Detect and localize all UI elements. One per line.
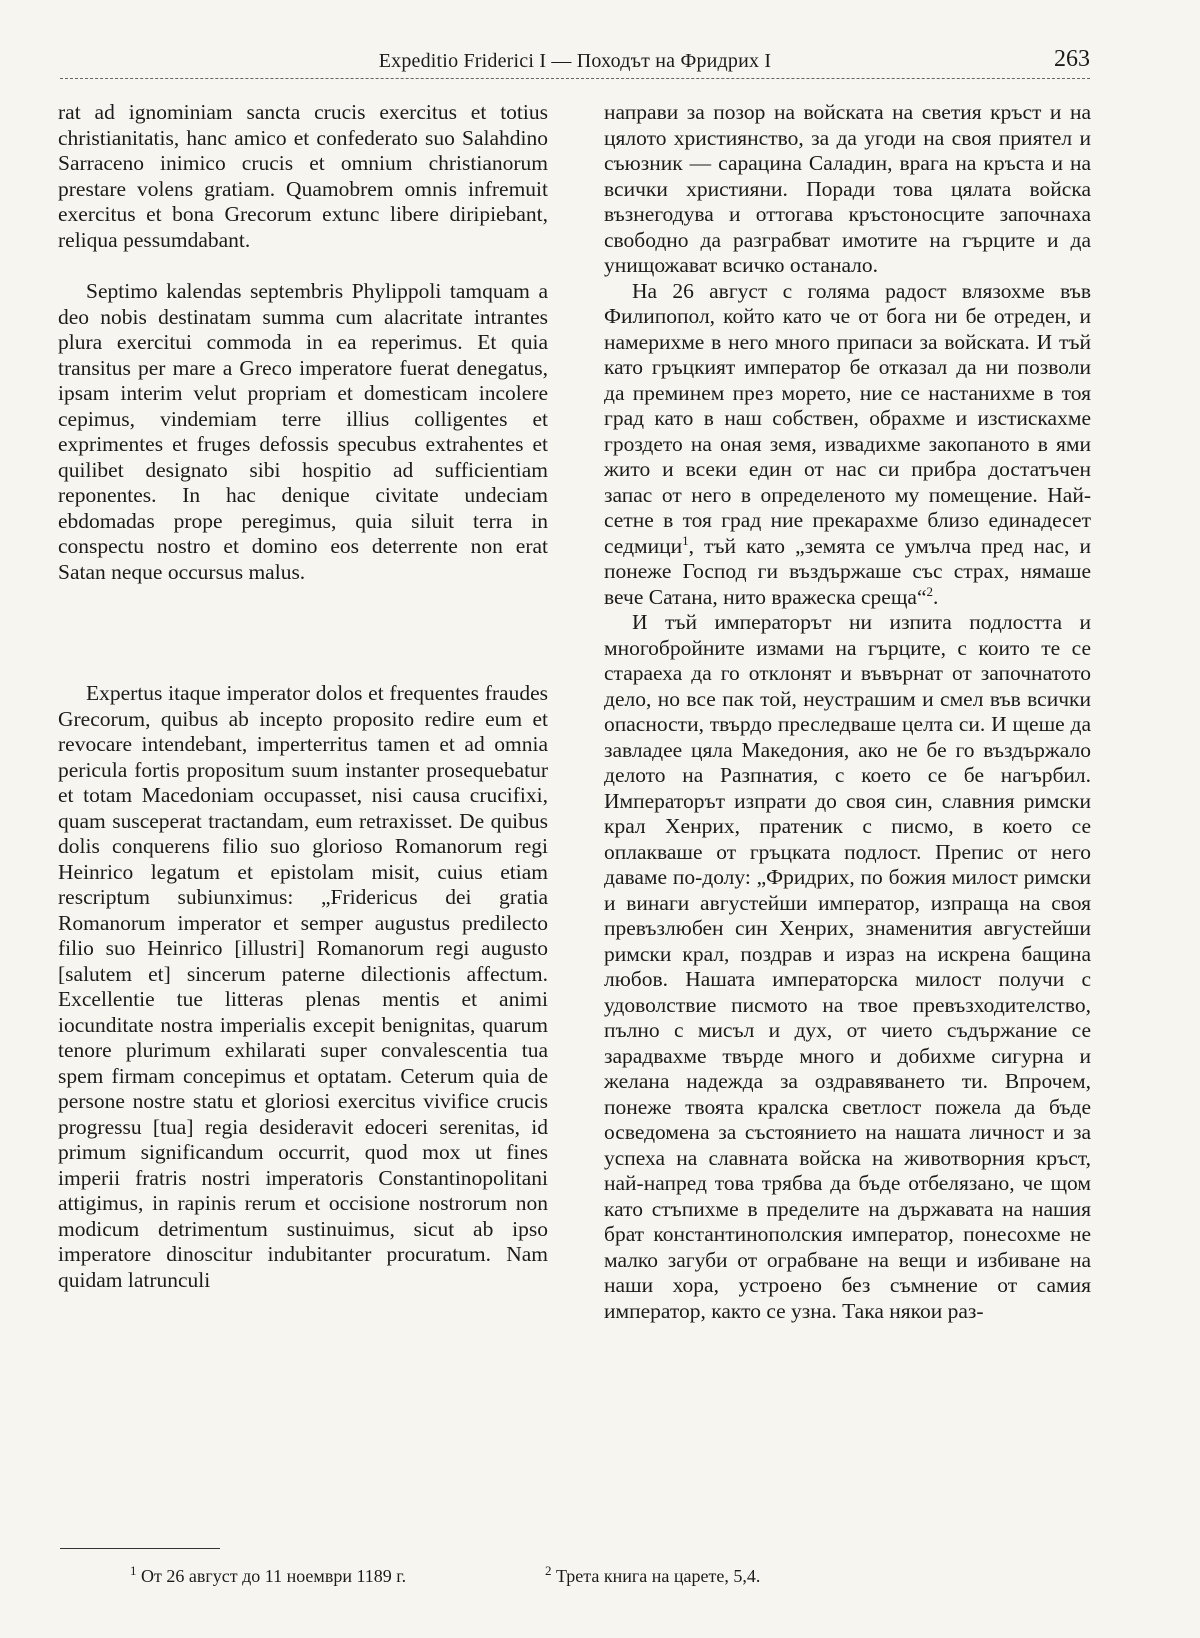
bulgarian-paragraph-2 xyxy=(604,279,1091,611)
footnote-ref-1: 1 xyxy=(682,532,689,548)
bulgarian-paragraph-2-text-c: . xyxy=(933,584,939,609)
bulgarian-paragraph-3: И тъй императорът ни изпита подлостта и многобройните измами на гърците, с които те се стараеха да го отклонят и въвърнат от започнатото дело, но все пак той, неустрашим и смел във всички опасности, твърдо преследваше целта си. И щеше да завладее цяла Македония, ако не бе го въздържало делото на Разпнатия, с което се бе нагърбил. Императорът изпрати до своя син, славния римски крал Хенрих, пратеник с писмо, в което се оплакваше от гръцката подлост. Препис от него даваме по-долу: „Фридрих, по божия милост римски и винаги августейши император, изпраща на своя превъзлюбен син Хенрих, знаменития августейши римски крал, поздрав и израз на искрена бащина любов. Нашата императорска милост получи с удоволствие писмото на твое превъзходителство, пълно с мисъл и дух, от чието съдържание се зарадвахме твърде много и добихме сигурна и желана надежда за оздравяването ти. Впрочем, понеже твоята кралска светлост пожела да бъде осведомена за състоянието на нашата личност и за успеха на славната войска на животворния кръст, най-напред това трябва да бъде отбелязано, че щом като стъпихме в пределите на държавата на нашия брат константинополския император, понесохме не малко загуби от ограбване на вещи и избиване на наши хора, устроено без съмнение от самия император, както се узна. Така някои раз- xyxy=(604,610,1091,1323)
latin-paragraph-3: Expertus itaque imperator dolos et frequentes fraudes Grecorum, quibus ab incepto proposito redire eum et revocare intendebant, imperterritus tamen et ad omnia pericula fortis propositum suum instanter prosequebatur et totam Macedoniam occupasset, nisi causa crucifixi, quam susceperat tractandam, eum retraxisset. De quibus dolis conquerens filio suo glorioso Romanorum regi Heinrico legatum et epistolam misit, cuius etiam rescriptum subiunximus: „Fridericus dei gratia Romanorum imperator et semper augustus predilecto filio suo Heinrico [illustri] Romanorum regi augusto [salutem et] sincerum paterne dilectionis affectum. Excellentie tue litteras plenas mentis et animi iocunditate nostra imperialis excepit benignitas, quarum tenore plurimum exhilarati super convalescentia tua spem firmam concepimus et optatam. Ceterum quia de persone nostre statu et gloriosi exercitus vivifice crucis progressu [tua] regia desideravit edoceri serenitas, id primum significandum occurrit, quod mox ut fines imperii fratris nostri imperatoris Constantinopolitani attigimus, in rapinis rerum et occisione nostrorum non modicum detrimentum sustinuimus, sicut ab ipso imperatore dinoscitur indubitanter procuratum. Nam quidam latrunculi xyxy=(58,681,548,1292)
bulgarian-paragraph-2-text-b: , тъй като „земята се умълча пред нас, и понеже Господ ги въздържаше със страх, нямаше вече Сатана, нито вражеска среща“ xyxy=(604,533,1091,609)
footnote-ref-2: 2 xyxy=(926,583,933,599)
bulgarian-paragraph-1: направи за позор на войската на светия кръст и на цялото християнство, за да угоди на своя приятел и съюзник — сарацина Саладин, врага на кръста и на всички християни. Поради това цялата войска възнегодува и оттогава кръстоносците започнаха свободно да разграбват имотите на гърците и да унищожават всичко останало. xyxy=(604,100,1091,277)
latin-column xyxy=(58,100,548,1293)
footnote-2-mark: 2 xyxy=(545,1563,552,1578)
footnote-2-text: Трета книга на царете, 5,4. xyxy=(556,1566,761,1586)
bulgarian-paragraph-2-text-a: На 26 август с голяма радост влязохме във Филипопол, който като че от бога ни бе отреден, и намерихме в него много припаси за войската. И тъй като гръцкият император бе отказал да ни позволи да преминем през морето, ние се настанихме в тоя град като в наш собствен, обрахме и изстискахме гроздето на оная земя, извадихме закопаното в ями жито и всеки един от нас си прибра достатъчен запас от него в определеното му помещение. Най-сетне в тоя град ние прекарахме близо единадесет седмици xyxy=(604,278,1091,558)
footnote-1-text: От 26 август до 11 ноември 1189 г. xyxy=(141,1566,407,1586)
footnote-rule xyxy=(60,1548,220,1549)
running-head xyxy=(60,44,1090,79)
footnote-2 xyxy=(545,1563,761,1587)
paragraph-gap xyxy=(58,253,548,279)
footnote-1 xyxy=(130,1563,407,1587)
bulgarian-column xyxy=(604,100,1091,1324)
latin-paragraph-2: Septimo kalendas septembris Phylippoli tamquam a deo nobis destinatam summa cum alacritate intrantes plura exercitui commoda in ea reperimus. Et quia transitus per mare a Greco imperatore fuerat denegatus, ipsam interim velut propriam et domesticam incolere cepimus, vindemiam terre illius colligentes et exprimentes et fruges defossis specubus extrahentes et quilibet designato sibi hospitio ad sufficientiam reponentes. In hac denique civitate undeciam ebdomadas prope peregimus, quia siluit terra in conspectu nostro et domino eos deterrente non erat Satan neque occursus malus. xyxy=(58,279,548,584)
running-title: Expeditio Friderici I — Походът на Фридрих I xyxy=(378,50,772,72)
latin-paragraph-1: rat ad ignominiam sancta crucis exercitus et totius christianitatis, hanc amico et confederato suo Salahdino Sarraceno inimico crucis et omnium christianorum prestare volens gratiam. Quamobrem omnis infremuit exercitus et bona Grecorum extunc libere diripiebant, reliqua pessumdabant. xyxy=(58,100,548,252)
paragraph-gap xyxy=(58,585,548,681)
page-number: 263 xyxy=(1054,46,1090,72)
footnote-1-mark: 1 xyxy=(130,1563,137,1578)
footnotes xyxy=(60,1548,1090,1608)
